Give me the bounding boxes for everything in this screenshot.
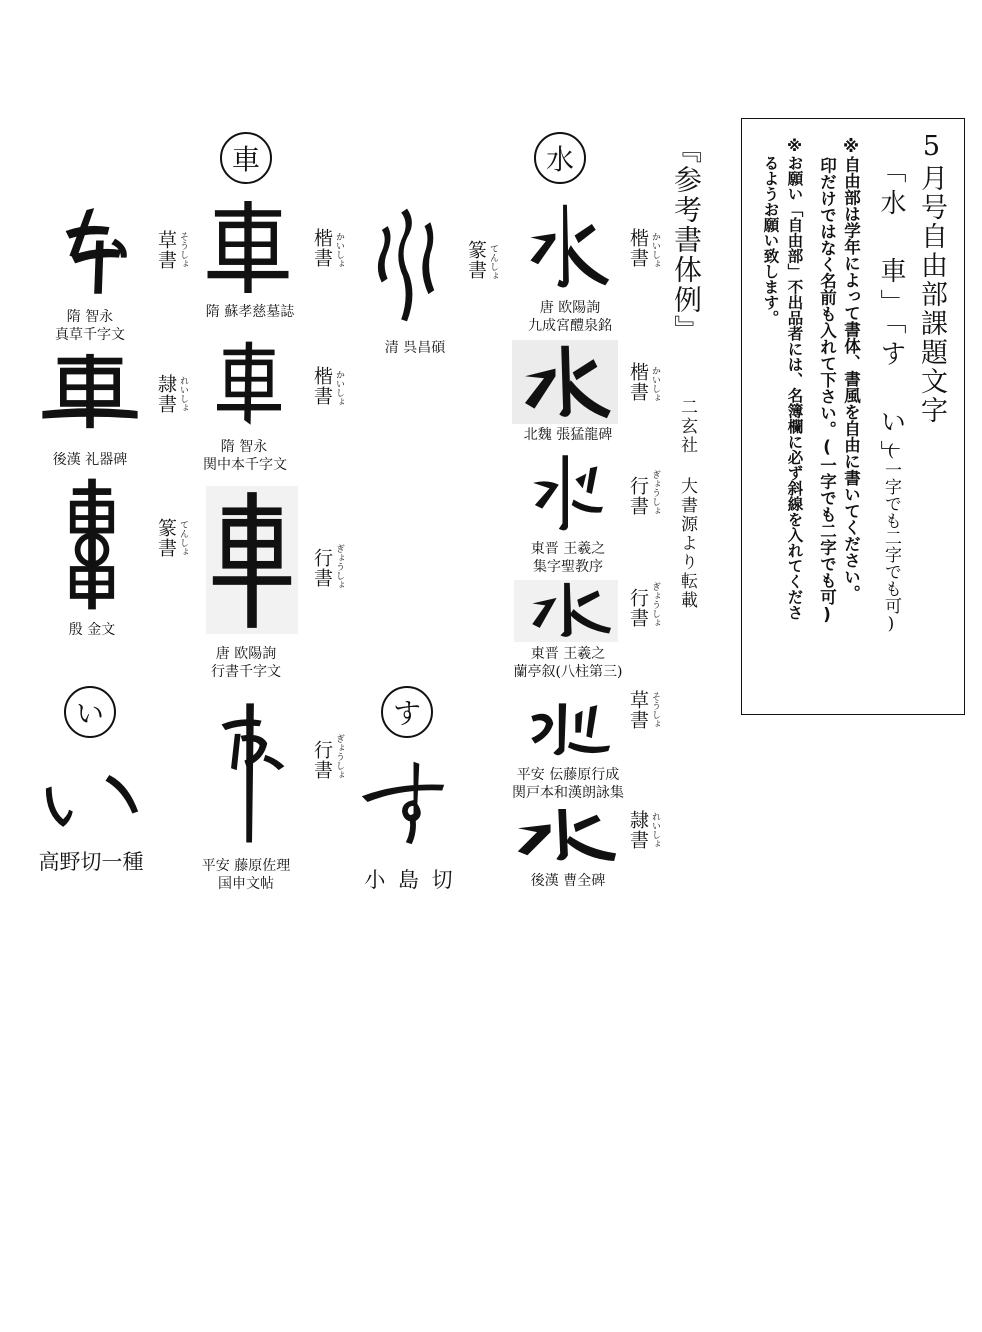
sui-style-3: 行書 bbox=[627, 588, 649, 628]
header-circle-i: い bbox=[64, 686, 116, 738]
cart-reisho-glyph bbox=[38, 350, 142, 434]
water-tensho-icon bbox=[374, 202, 442, 330]
water-sosho-glyph bbox=[520, 694, 616, 764]
cart-gyosho-glyph bbox=[206, 486, 298, 634]
notice-rule-1b: 印だけではなく名前も入れて下さい。(一字でも二字でも可) bbox=[817, 157, 837, 624]
header-circle-sui: 水 bbox=[534, 132, 586, 184]
reference-source: 二玄社 大書源より転載 bbox=[677, 398, 697, 610]
sui-style-4: 草書 bbox=[627, 690, 649, 730]
water-reisho-glyph bbox=[510, 806, 620, 866]
sui-caption-3a: 東晋 王羲之 bbox=[530, 646, 606, 662]
sui-caption-4a: 平安 伝藤原行成 bbox=[516, 767, 620, 783]
sui-ruby-1: かいしょ bbox=[650, 366, 660, 402]
hiragana-i-icon bbox=[42, 771, 142, 829]
kuruma-left-style-2: 篆書 bbox=[155, 518, 177, 558]
cart-kaisho-glyph bbox=[198, 196, 298, 298]
cart-sosho-icon bbox=[58, 202, 138, 298]
cart-gyosho-icon bbox=[209, 488, 295, 632]
kuruma-center-caption-2b: 行書千字文 bbox=[211, 664, 281, 680]
notice-subject: 「水 車」「す い」 bbox=[876, 157, 906, 472]
sui-ruby-3: ぎょうしょ bbox=[650, 582, 660, 627]
notice-subject-note: (一字でも二字でも可) bbox=[881, 441, 901, 634]
sui-ruby-5: れいしょ bbox=[650, 812, 660, 848]
kuruma-left-ruby-2: てんしょ bbox=[178, 520, 188, 556]
sui-style-5: 隷書 bbox=[627, 810, 649, 850]
hiragana-su-glyph bbox=[356, 756, 450, 848]
kuruma-left-style-1: 隷書 bbox=[155, 374, 177, 414]
kuruma-center-style-1: 楷書 bbox=[311, 366, 333, 406]
header-circle-kuruma: 車 bbox=[220, 132, 272, 184]
cart-tensho-glyph bbox=[66, 474, 118, 614]
water-sosho-icon bbox=[522, 696, 614, 762]
water-gyosho-lanting-glyph bbox=[514, 580, 618, 642]
tensho-sui-ruby: てんしょ bbox=[488, 244, 498, 280]
sui-caption-5a: 後漢 曹全碑 bbox=[530, 873, 606, 889]
notice-title: 5月号自由部課題文字 bbox=[916, 131, 947, 425]
sui-caption-2b: 集字聖教序 bbox=[533, 559, 603, 575]
water-rubbing-icon bbox=[517, 342, 613, 422]
cart-tensho-icon bbox=[67, 476, 117, 612]
water-kaisho-icon bbox=[517, 199, 613, 295]
water-lanting-icon bbox=[518, 581, 614, 641]
water-gyosho-icon bbox=[522, 451, 614, 535]
kuruma-center-ruby-0: かいしょ bbox=[334, 232, 344, 268]
water-kaisho-glyph bbox=[515, 198, 615, 296]
kuruma-left-caption-1a: 後漢 礼器碑 bbox=[52, 452, 128, 468]
kuruma-center-ruby-3: ぎょうしょ bbox=[334, 734, 344, 779]
cart-sukemasa-icon bbox=[212, 696, 292, 848]
hiragana-su-icon bbox=[358, 757, 448, 847]
sui-style-0: 楷書 bbox=[627, 228, 649, 268]
water-reisho-icon bbox=[512, 807, 618, 865]
kuruma-left-ruby-1: れいしょ bbox=[178, 376, 188, 412]
sui-caption-0a: 唐 欧陽詢 bbox=[539, 300, 601, 316]
reference-title: 『参考書体例』 bbox=[670, 135, 703, 345]
cart-gyosho-sukemasa-glyph bbox=[210, 694, 294, 850]
cart-sosho-glyph bbox=[56, 200, 140, 300]
kuruma-center-caption-0a: 隋 蘇孝慈墓誌 bbox=[205, 304, 295, 320]
kuruma-center-caption-3b: 国申文帖 bbox=[218, 876, 274, 892]
kuruma-center-style-0: 楷書 bbox=[311, 228, 333, 268]
notice-box bbox=[741, 118, 965, 715]
kuruma-left-style-0: 草書 bbox=[155, 230, 177, 270]
kuruma-left-caption-0b: 真草千字文 bbox=[55, 327, 125, 343]
sui-ruby-0: かいしょ bbox=[650, 232, 660, 268]
sui-caption-4b: 関戸本和漢朗詠集 bbox=[512, 785, 624, 801]
cart-kaisho-chiei-glyph bbox=[206, 338, 292, 430]
header-circle-su: す bbox=[381, 686, 433, 738]
water-kaisho-rubbing-glyph bbox=[512, 340, 618, 424]
sui-caption-2a: 東晋 王羲之 bbox=[530, 541, 606, 557]
sui-caption-3b: 蘭亭叙(八柱第三) bbox=[513, 664, 623, 680]
kuruma-center-ruby-1: かいしょ bbox=[334, 370, 344, 406]
sui-style-1: 楷書 bbox=[627, 362, 649, 402]
kuruma-left-ruby-0: そうしょ bbox=[178, 232, 188, 268]
cart-reisho-icon bbox=[40, 352, 140, 432]
sui-ruby-4: そうしょ bbox=[650, 692, 660, 728]
cart-chiei-icon bbox=[209, 340, 289, 428]
sui-style-2: 行書 bbox=[627, 476, 649, 516]
kuruma-center-style-3: 行書 bbox=[311, 740, 333, 780]
kuruma-center-caption-3a: 平安 藤原佐理 bbox=[201, 858, 291, 874]
water-tensho-glyph bbox=[372, 200, 444, 332]
i-caption: 高野切一種 bbox=[38, 850, 144, 874]
notice-rule-2: ※お願い「自由部」不出品者には、名簿欄に必ず斜線を入れてくださ bbox=[785, 137, 804, 620]
sui-ruby-2: ぎょうしょ bbox=[650, 470, 660, 515]
notice-rule-1: ※自由部は学年によって書体、書風を自由に書いてください。 bbox=[841, 137, 861, 602]
kuruma-center-caption-1b: 関中本千字文 bbox=[203, 457, 287, 473]
notice-rule-2b: るようお願い致します。 bbox=[761, 155, 780, 326]
kuruma-center-caption-1a: 隋 智永 bbox=[220, 439, 268, 455]
kuruma-left-caption-2a: 殷 金文 bbox=[68, 622, 116, 638]
kuruma-left-caption-0a: 隋 智永 bbox=[66, 309, 114, 325]
sui-caption-1a: 北魏 張猛龍碑 bbox=[523, 427, 613, 443]
cart-kaisho-icon bbox=[202, 198, 294, 296]
water-gyosho-glyph bbox=[520, 450, 616, 536]
tensho-sui-caption: 清 呉昌碩 bbox=[384, 340, 446, 356]
tensho-sui-style: 篆書 bbox=[465, 240, 487, 280]
kuruma-center-ruby-2: ぎょうしょ bbox=[334, 544, 344, 589]
sui-caption-0b: 九成宮醴泉銘 bbox=[528, 318, 612, 334]
hiragana-i-glyph bbox=[40, 770, 144, 830]
kuruma-center-style-2: 行書 bbox=[311, 548, 333, 588]
su-caption: 小 島 切 bbox=[364, 868, 456, 892]
kuruma-center-caption-2a: 唐 欧陽詢 bbox=[215, 646, 277, 662]
